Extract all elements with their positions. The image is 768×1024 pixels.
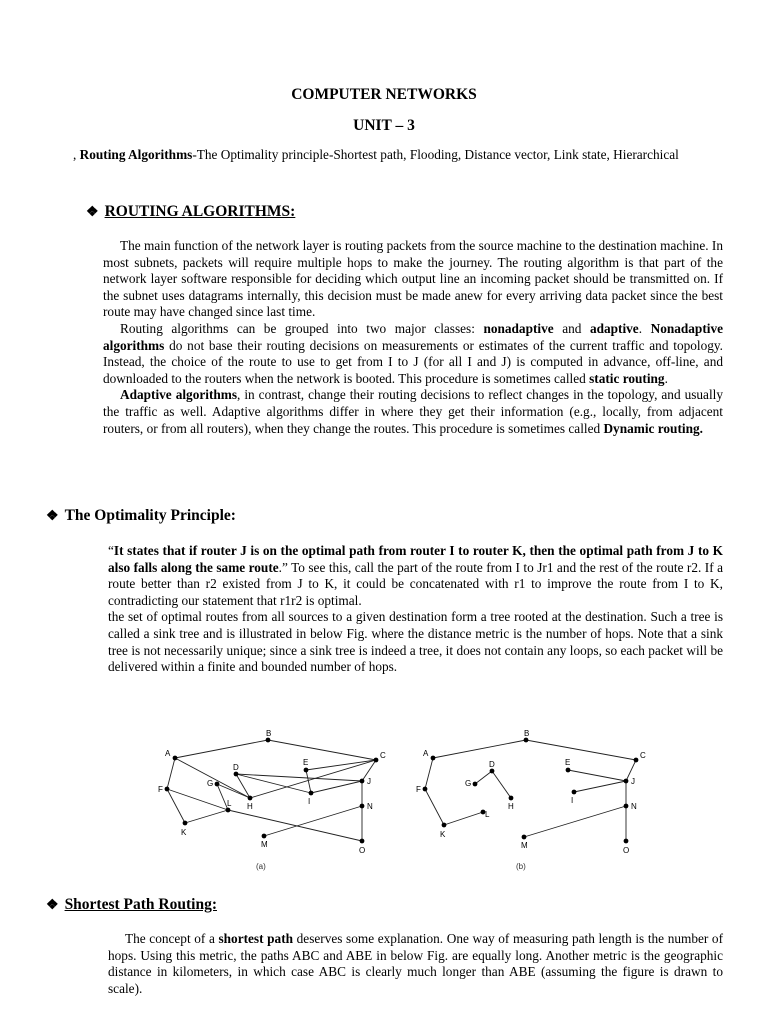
edge: [433, 740, 526, 758]
edge: [175, 740, 268, 758]
router-node-n: [360, 804, 365, 809]
heading-text: The Optimality Principle:: [64, 507, 236, 524]
edge: [311, 781, 362, 793]
document-title: COMPUTER NETWORKS: [291, 86, 477, 103]
router-label-b: B: [524, 729, 530, 738]
router-node-m: [522, 835, 527, 840]
edge: [425, 758, 433, 789]
term-nonadaptive: nonadaptive: [483, 320, 554, 336]
router-label-h: H: [508, 802, 514, 811]
text: deserves some explanation. One way of measuring path length is the number of hops. Using this metric, the paths ABC and ABE in below Fig. are equally long. Another metric is the geographic distance in kilometers, in which case ABC is clearly much longer than ABE (assuming the figure is drawn to scale).: [108, 931, 724, 996]
text: and: [553, 320, 590, 336]
router-label-i: I: [571, 796, 574, 805]
edge: [264, 806, 362, 836]
router-label-j: J: [367, 777, 371, 786]
router-node-i: [309, 791, 314, 796]
intro-rest: -The Optimality principle-Shortest path, Flooding, Distance vector, Link state, Hierarchical: [192, 147, 679, 162]
edge: [185, 810, 228, 823]
routing-section-body: [103, 238, 723, 437]
router-label-b: B: [266, 729, 272, 738]
edge: [526, 740, 636, 760]
router-node-k: [183, 821, 188, 826]
router-label-n: N: [631, 802, 637, 811]
syllabus-intro: [73, 147, 751, 164]
edge: [167, 758, 175, 789]
shortest-path-body: [108, 931, 723, 997]
router-node-l: [226, 808, 231, 813]
router-node-d: [234, 772, 239, 777]
sink-tree-diagram: [150, 726, 650, 876]
router-label-e: E: [565, 758, 571, 767]
edge: [306, 760, 376, 770]
text: .” To see this, call the part of the route from I to Jr1 and the rest of the route r2. If a route better than r2 existed from J to K, it could be concatenated with r1 to improve the route from I to K, contradicting our statement that r1r2 is optimal.: [108, 559, 723, 608]
router-node-a: [431, 756, 436, 761]
router-label-d: D: [489, 760, 495, 769]
optimality-paragraph-1: [108, 543, 723, 609]
term-nonadaptive-algorithms: Nonadaptive algorithms: [103, 320, 723, 353]
sink-tree-graph: [425, 740, 636, 841]
router-node-g: [215, 782, 220, 787]
router-node-h: [509, 796, 514, 801]
edge: [444, 812, 483, 825]
router-node-k: [442, 823, 447, 828]
text: do not base their routing decisions on measurements or estimates of the current traffic and topology. Instead, the choice of the route to use to get from I to J (for all I and J) is computed in advance, off-line, and downloaded to the routers when the network is booted. This procedure is sometimes called: [103, 337, 723, 386]
router-label-f: F: [158, 785, 163, 794]
router-node-i: [572, 790, 577, 795]
router-label-e: E: [303, 758, 309, 767]
router-node-j: [624, 779, 629, 784]
router-node-a: [173, 756, 178, 761]
heading-text: Shortest Path Routing:: [64, 896, 217, 913]
text: .: [638, 320, 651, 336]
router-label-i: I: [308, 797, 311, 806]
text: , in contrast, change their routing decisions to reflect changes in the topology, and usually the traffic as well. Adaptive algorithms differ in where they get their information (e.g., locally, from adjacent routers, or from all routers), when they change the routes. This procedure is sometimes called: [103, 387, 723, 436]
router-label-g: G: [207, 779, 214, 788]
intro-lead: ,: [73, 147, 80, 162]
optimality-section-body: [108, 543, 723, 676]
router-label-f: F: [416, 785, 421, 794]
diamond-bullet-icon: ❖: [46, 509, 59, 524]
router-node-d: [490, 769, 495, 774]
router-label-c: C: [640, 751, 646, 760]
edge: [228, 810, 362, 841]
router-label-m: M: [261, 840, 268, 849]
router-node-f: [423, 787, 428, 792]
text: .: [664, 370, 668, 386]
shortest-path-paragraph: [108, 931, 723, 997]
router-label-d: D: [233, 763, 239, 772]
diamond-bullet-icon: ❖: [86, 205, 99, 220]
diamond-bullet-icon: ❖: [46, 898, 59, 913]
term-dynamic-routing: Dynamic routing.: [603, 420, 703, 436]
router-node-e: [566, 768, 571, 773]
caption-a: (a): [256, 862, 266, 871]
router-node-o: [624, 839, 629, 844]
edge: [425, 789, 444, 825]
routing-paragraph-2: [103, 321, 723, 387]
edge: [475, 771, 492, 784]
routing-paragraph-3: [103, 387, 723, 437]
shortest-path-heading: [46, 896, 217, 914]
edge: [574, 781, 626, 792]
term-adaptive: adaptive: [589, 320, 639, 336]
text: The concept of a: [125, 931, 219, 946]
router-label-o: O: [623, 846, 630, 855]
term-shortest-path: shortest path: [218, 931, 294, 946]
router-label-m: M: [521, 841, 528, 850]
router-label-n: N: [367, 802, 373, 811]
router-node-f: [165, 787, 170, 792]
edge: [236, 774, 362, 781]
router-label-c: C: [380, 751, 386, 760]
subnet-graph: [167, 740, 376, 841]
heading-text: ROUTING ALGORITHMS:: [104, 203, 296, 220]
router-label-l: L: [227, 799, 232, 808]
router-node-c: [634, 758, 639, 763]
sink-tree-figure: [150, 726, 650, 876]
router-node-h: [248, 796, 253, 801]
router-label-a: A: [165, 749, 171, 758]
caption-b: (b): [516, 862, 526, 871]
edge: [268, 740, 376, 760]
router-label-j: J: [631, 777, 635, 786]
router-label-g: G: [465, 779, 472, 788]
router-node-b: [266, 738, 271, 743]
router-node-m: [262, 834, 267, 839]
edge: [568, 770, 626, 781]
edge: [306, 770, 311, 793]
router-node-c: [374, 758, 379, 763]
routing-paragraph-1: The main function of the network layer is routing packets from the source machine to the destination machine. In most subnets, packets will require multiple hops to make the journey. The routing algorithm is that part of the network layer software responsible for deciding which output line an incoming packet should be transmitted on. If the subnet uses datagrams internally, this decision must be made anew for every arriving data packet since the best route may have changed since last time.: [103, 238, 723, 320]
edge: [492, 771, 511, 798]
optimality-principle-heading: [46, 507, 236, 525]
router-node-n: [624, 804, 629, 809]
term-adaptive-algorithms: Adaptive algorithms: [120, 387, 238, 403]
edge: [236, 774, 311, 793]
optimality-paragraph-2: the set of optimal routes from all sources to a given destination form a tree rooted at the destination. Such a tree is called a sink tree and is illustrated in below Fig. where the distance metric is the number of hops. Note that a sink tree is not necessarily unique; since a sink tree is indeed a tree, it does not contain any loops, so each packet will be delivered within a finite and bounded number of hops.: [108, 609, 723, 675]
term-static-routing: static routing: [589, 370, 665, 386]
router-label-k: K: [440, 830, 446, 839]
edge: [524, 806, 626, 837]
unit-title: UNIT – 3: [353, 117, 415, 134]
routing-algorithms-heading: [86, 203, 295, 221]
text: “: [108, 543, 114, 558]
router-node-g: [473, 782, 478, 787]
router-nodes: [158, 729, 646, 855]
text: Routing algorithms can be grouped into two major classes:: [120, 320, 484, 336]
principle-statement: It states that if router J is on the optimal path from router I to router K, then the optimal path from J to K also falls along the same route: [108, 543, 723, 575]
router-node-o: [360, 839, 365, 844]
router-label-h: H: [247, 802, 253, 811]
router-label-o: O: [359, 846, 366, 855]
router-node-e: [304, 768, 309, 773]
router-label-l: L: [485, 810, 490, 819]
router-label-k: K: [181, 828, 187, 837]
router-node-j: [360, 779, 365, 784]
intro-bold: Routing Algorithms: [79, 147, 193, 162]
router-label-a: A: [423, 749, 429, 758]
router-node-b: [524, 738, 529, 743]
